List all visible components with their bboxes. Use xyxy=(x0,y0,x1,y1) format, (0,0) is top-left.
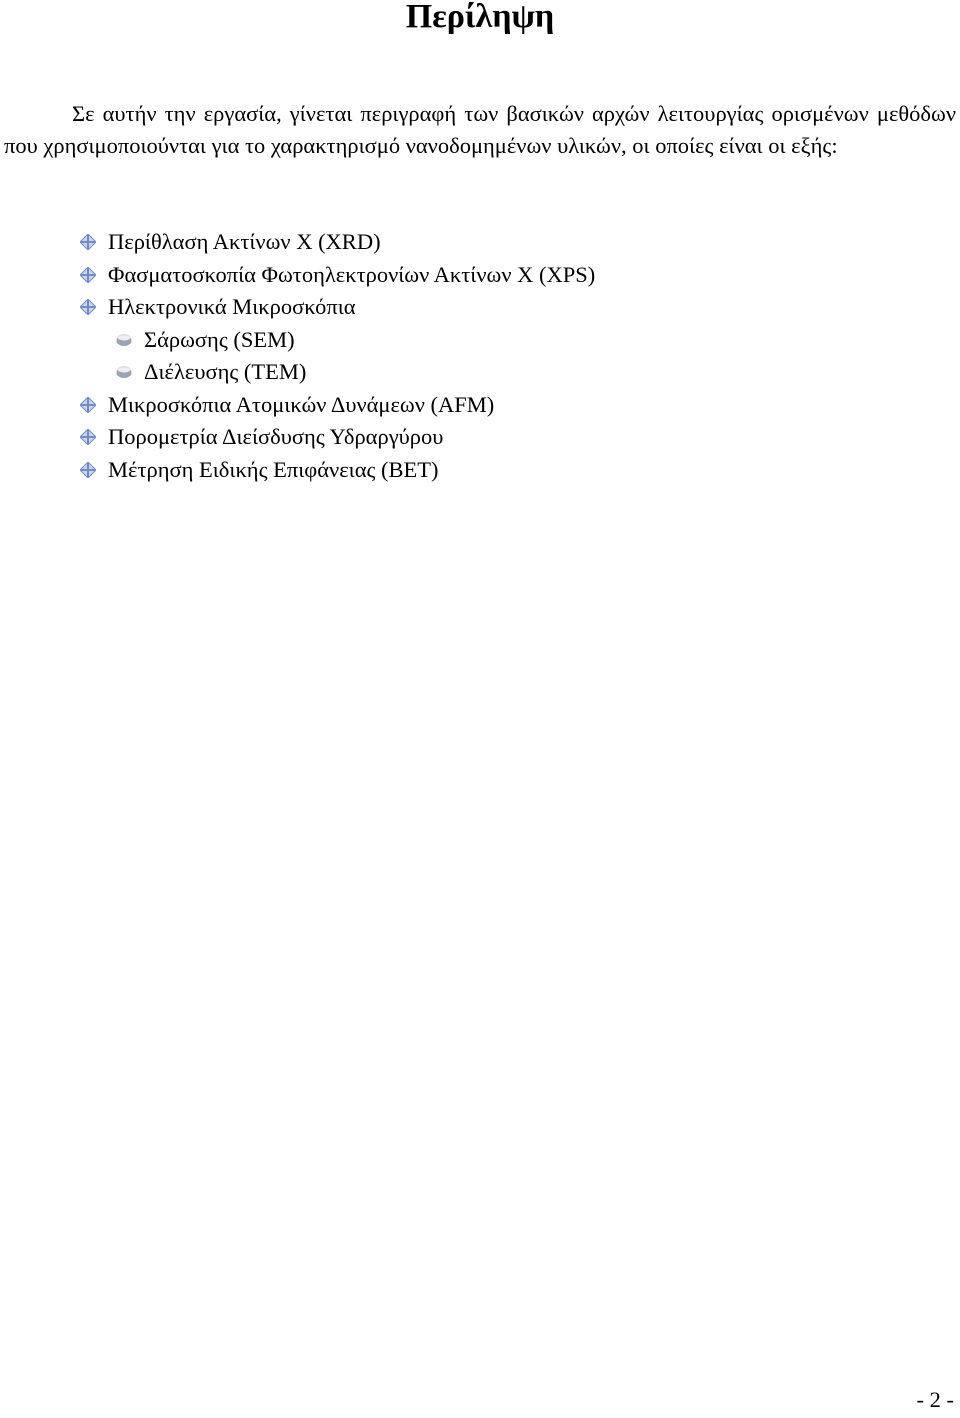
diamond-bullet-icon xyxy=(80,299,96,315)
diamond-bullet-icon xyxy=(80,267,96,283)
list-item-label: Πορομετρία Διείσδυσης Υδραργύρου xyxy=(108,424,444,449)
list-item-label: Διέλευσης (TEM) xyxy=(144,359,307,384)
diamond-bullet-icon xyxy=(80,234,96,250)
list-item-xrd xyxy=(0,226,960,259)
list-item-bet xyxy=(0,454,960,487)
list-item-label: Σάρωσης (SEM) xyxy=(144,326,295,352)
list-item-xps xyxy=(0,259,960,292)
list-item-electron-microscopes xyxy=(0,291,960,324)
list-item-afm xyxy=(0,389,960,422)
list-item-label: Μέτρηση Ειδικής Επιφάνειας (BET) xyxy=(108,456,439,482)
list-item-label: Περίθλαση Ακτίνων Χ (XRD) xyxy=(108,229,381,254)
diamond-bullet-icon xyxy=(80,397,96,413)
disc-bullet-icon xyxy=(116,365,132,379)
list-item-sem xyxy=(0,324,960,357)
disc-bullet-icon xyxy=(116,333,132,347)
page-number: - 2 - xyxy=(916,1387,954,1412)
methods-list xyxy=(0,226,960,486)
diamond-bullet-icon xyxy=(80,462,96,478)
list-item-label: Μικροσκόπια Ατομικών Δυνάμεων (AFM) xyxy=(108,391,495,417)
list-item-label: Ηλεκτρονικά Μικροσκόπια xyxy=(108,294,356,319)
diamond-bullet-icon xyxy=(80,429,96,445)
page-title: Περίληψη xyxy=(405,0,555,35)
list-item-label: Φασματοσκοπία Φωτοηλεκτρονίων Ακτίνων Χ (XPS) xyxy=(108,261,596,287)
list-item-porosimetry xyxy=(0,421,960,454)
intro-paragraph: Σε αυτήν την εργασία, γίνεται περιγραφή των βασικών αρχών λειτουργίας ορισμένων μεθόδων που χρησιμοποιούνται για το χαρακτηρισμό νανοδομημένων υλικών, οι οποίες είναι οι εξής: xyxy=(4,101,956,158)
list-item-tem xyxy=(0,356,960,389)
